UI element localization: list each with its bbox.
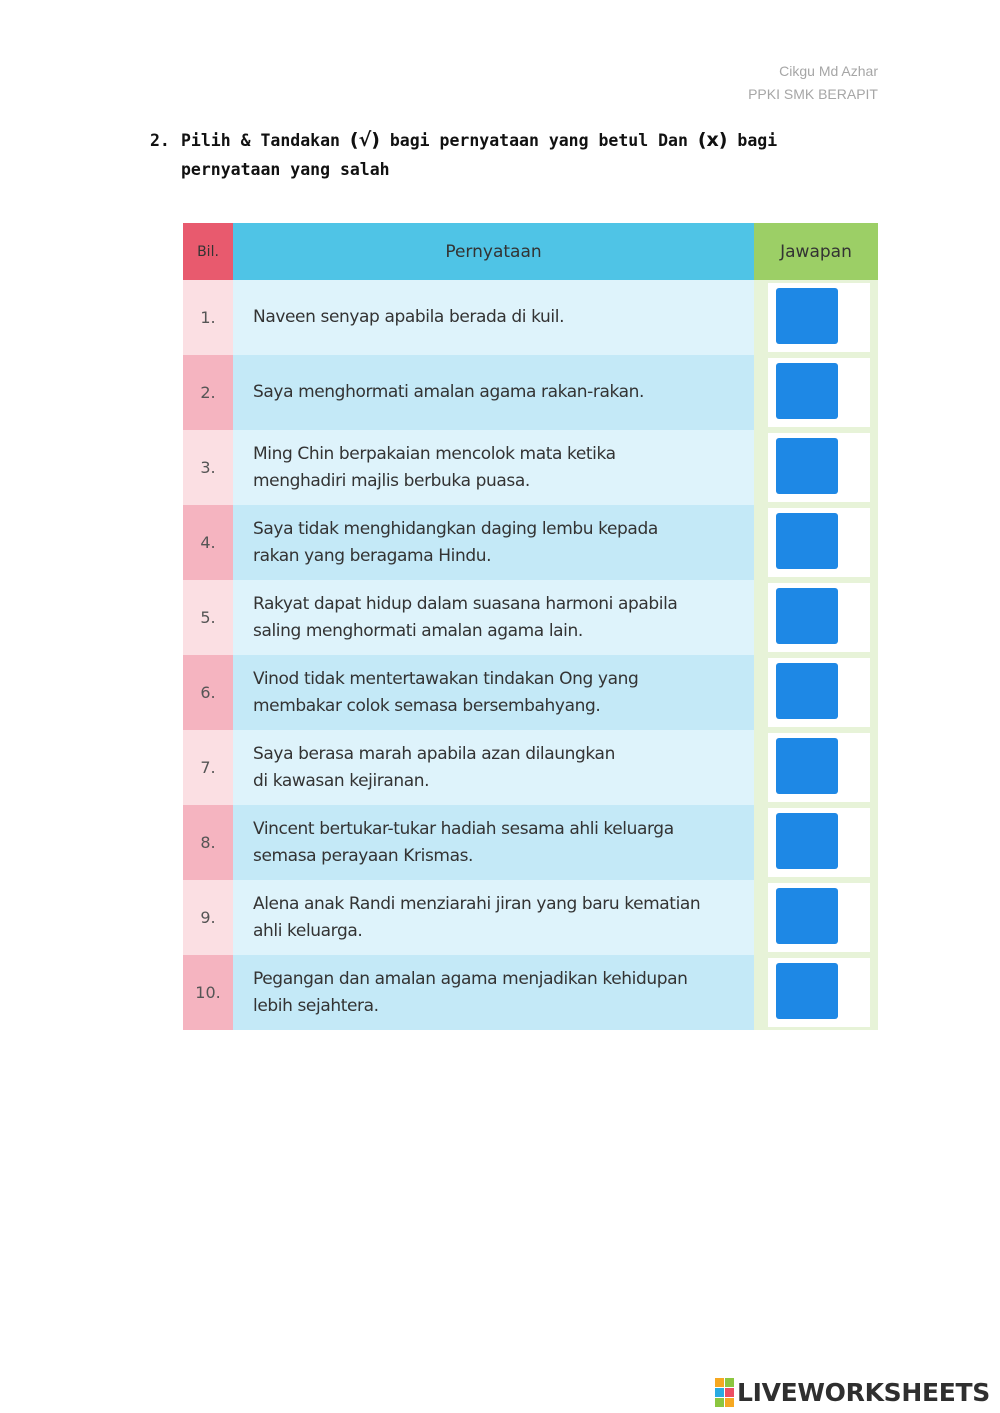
row-number: 7. <box>183 730 233 805</box>
statement-line: Vincent bertukar-tukar hadiah sesama ahli keluarga <box>253 818 674 839</box>
statement-line: ahli keluarga. <box>253 920 363 941</box>
statement-line: semasa perayaan Krismas. <box>253 845 474 866</box>
answer-cell <box>754 355 878 430</box>
row-number: 2. <box>183 355 233 430</box>
row-number: 9. <box>183 880 233 955</box>
statement-cell <box>233 655 754 730</box>
statement-line: Saya menghormati amalan agama rakan-rakan. <box>253 382 645 402</box>
answer-cell <box>754 430 878 505</box>
answer-cell <box>754 805 878 880</box>
table-body <box>183 280 878 1030</box>
statement-cell <box>233 505 754 580</box>
answer-box[interactable] <box>776 438 838 494</box>
author-name: Cikgu Md Azhar <box>779 63 878 79</box>
statement-cell <box>233 730 754 805</box>
cross-symbol: (x) <box>697 129 728 151</box>
statement-line: Saya tidak menghidangkan daging lembu kepada <box>253 518 658 539</box>
answer-box[interactable] <box>776 288 838 344</box>
question-text-b: bagi pernyataan yang betul Dan <box>379 131 698 150</box>
question-text-a: Pilih & Tandakan <box>181 131 350 150</box>
statement-cell <box>233 580 754 655</box>
statement-line: rakan yang beragama Hindu. <box>253 545 492 566</box>
statement-cell <box>233 430 754 505</box>
header-pernyataan: Pernyataan <box>233 223 754 280</box>
brand-logo <box>715 1378 990 1407</box>
question-text-c: bagi <box>727 131 778 150</box>
table-row <box>183 730 878 805</box>
statement-line: Rakyat dapat hidup dalam suasana harmoni apabila <box>253 593 678 614</box>
statement-line: saling menghormati amalan agama lain. <box>253 620 583 641</box>
table-row <box>183 655 878 730</box>
question-line-2: pernyataan yang salah <box>181 160 390 179</box>
row-number: 3. <box>183 430 233 505</box>
author-school: PPKI SMK BERAPIT <box>748 86 878 102</box>
answer-cell <box>754 955 878 1030</box>
liveworksheets-logo-icon <box>715 1378 734 1407</box>
question-line-1 <box>181 126 777 155</box>
row-number: 10. <box>183 955 233 1030</box>
statement-line: Pegangan dan amalan agama menjadikan kehidupan <box>253 968 688 989</box>
answer-cell <box>754 880 878 955</box>
statement-cell <box>233 955 754 1030</box>
answer-cell <box>754 505 878 580</box>
author-block <box>748 60 878 106</box>
statement-line: Naveen senyap apabila berada di kuil. <box>253 307 565 327</box>
brand-name: LIVEWORKSHEETS <box>736 1378 990 1407</box>
answer-box[interactable] <box>776 663 838 719</box>
answer-cell <box>754 580 878 655</box>
answer-box[interactable] <box>776 363 838 419</box>
answer-box[interactable] <box>776 813 838 869</box>
answer-box[interactable] <box>776 588 838 644</box>
table-row <box>183 955 878 1030</box>
statement-cell <box>233 880 754 955</box>
statement-line: lebih sejahtera. <box>253 995 379 1016</box>
statement-line: Saya berasa marah apabila azan dilaungkan <box>253 743 615 764</box>
table-row <box>183 580 878 655</box>
answer-box[interactable] <box>776 963 838 1019</box>
statement-table <box>183 223 878 1030</box>
row-number: 6. <box>183 655 233 730</box>
row-number: 5. <box>183 580 233 655</box>
statement-cell <box>233 280 754 355</box>
header-bil: Bil. <box>183 223 233 280</box>
statement-line: Ming Chin berpakaian mencolok mata ketika <box>253 443 616 464</box>
table-row <box>183 805 878 880</box>
check-symbol: (√) <box>349 129 380 151</box>
question-number: 2. <box>150 131 170 150</box>
statement-line: Vinod tidak mentertawakan tindakan Ong yang <box>253 668 639 689</box>
table-row <box>183 880 878 955</box>
row-number: 4. <box>183 505 233 580</box>
answer-box[interactable] <box>776 888 838 944</box>
table-row <box>183 355 878 430</box>
statement-cell <box>233 355 754 430</box>
answer-box[interactable] <box>776 513 838 569</box>
statement-line: menghadiri majlis berbuka puasa. <box>253 470 530 491</box>
table-row <box>183 505 878 580</box>
answer-box[interactable] <box>776 738 838 794</box>
statement-line: Alena anak Randi menziarahi jiran yang baru kematian <box>253 893 701 914</box>
statement-line: di kawasan kejiranan. <box>253 770 430 791</box>
table-row <box>183 280 878 355</box>
statement-line: membakar colok semasa bersembahyang. <box>253 695 601 716</box>
row-number: 1. <box>183 280 233 355</box>
statement-cell <box>233 805 754 880</box>
header-jawapan: Jawapan <box>754 223 878 280</box>
answer-cell <box>754 655 878 730</box>
answer-cell <box>754 730 878 805</box>
answer-cell <box>754 280 878 355</box>
row-number: 8. <box>183 805 233 880</box>
table-header <box>183 223 878 280</box>
table-row <box>183 430 878 505</box>
